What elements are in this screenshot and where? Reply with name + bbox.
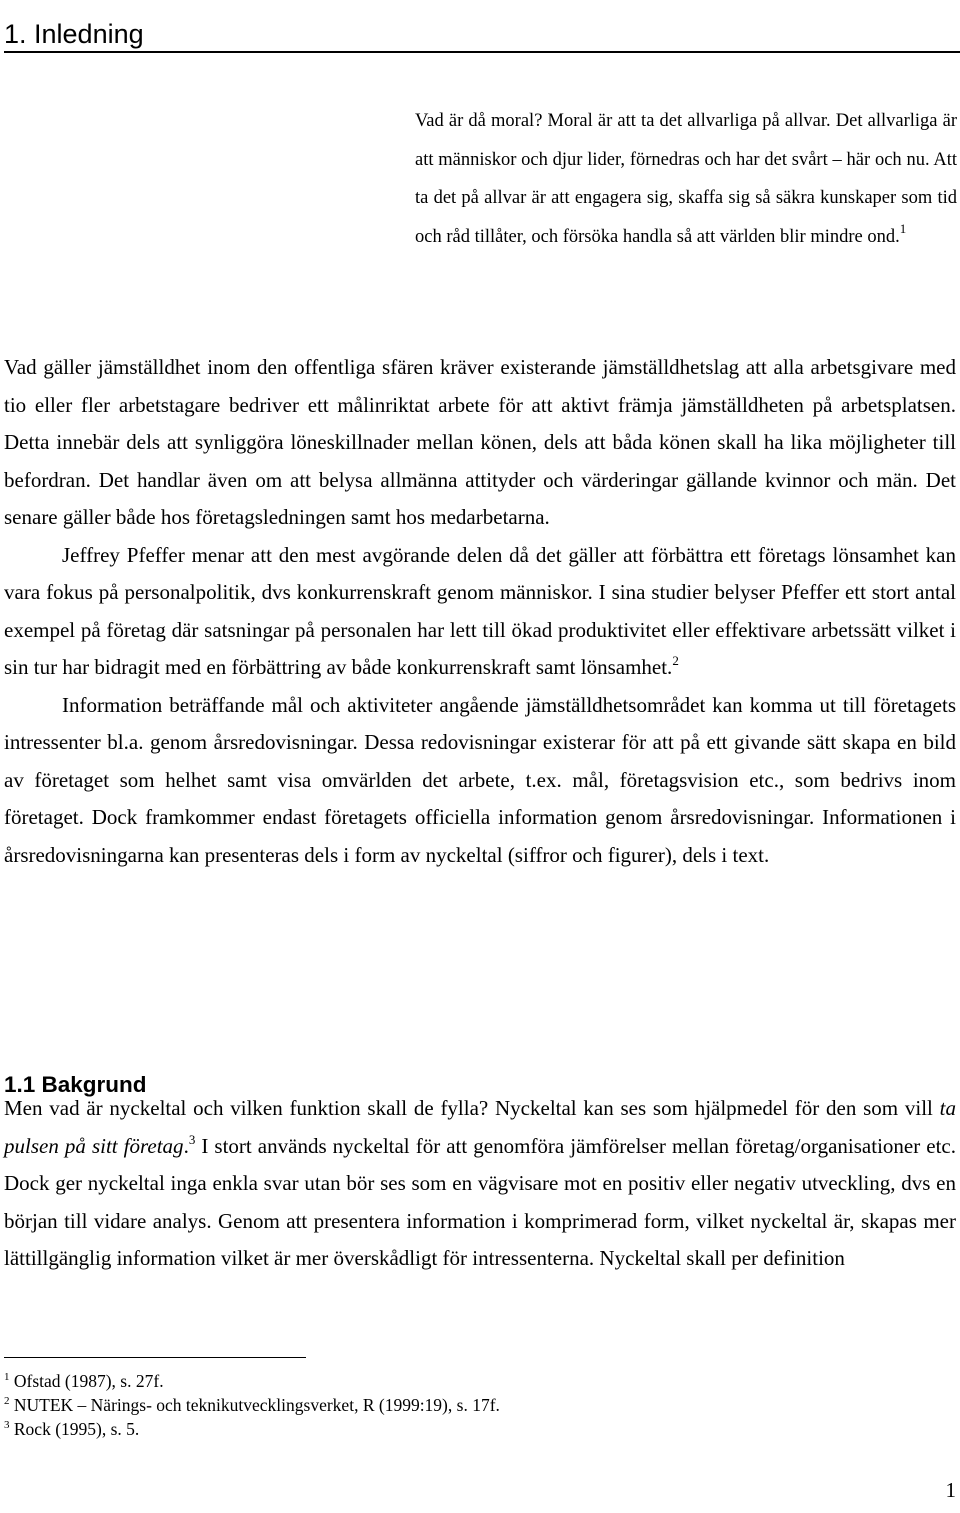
footnote-text: Rock (1995), s. 5. (9, 1419, 140, 1439)
paragraph: Information beträffande mål och aktiviteter angående jämställdhetsområdet kan komma ut till företagets intressenter bl.a. genom årsredovisningar. Dessa redovisningar existerar för att på ett givande sätt skapa en bild av företaget som helhet samt visa omvärlden det arbete, t.ex. mål, företagsvision etc., som bedrivs inom företaget. Dock framkommer endast företagets officiella information genom årsredovisningar. Informationen i årsredovisningarna kan presenteras dels i form av nyckeltal (siffror och figurer), dels i text. (4, 692, 956, 867)
paragraph-text: . (183, 1133, 189, 1158)
body-text (4, 349, 956, 874)
footnote-text: NUTEK – Närings- och teknikutvecklingsverket, R (1999:19), s. 17f. (9, 1395, 500, 1415)
footnote-text: Ofstad (1987), s. 27f. (9, 1371, 164, 1391)
footnote (4, 1417, 904, 1441)
paragraph-text: I stort används nyckeltal för att genomföra jämförelser mellan företag/organisationer etc. Dock ger nyckeltal inga enkla svar utan bör ses som en vägvisare mot en positiv eller negativ utveckling, dvs en början till vidare analys. Genom att presentera information i komprimerad form, vilket nyckeltal är, skapas mer lättillgänglig information vilket är mer överskådligt för intressenterna. Nyckeltal skall per definition (4, 1133, 957, 1270)
footnote-number: 3 (4, 1419, 10, 1431)
emphasis-text: ta pulsen på sitt företag (4, 1096, 956, 1158)
footnote-ref[interactable]: 2 (672, 653, 679, 668)
paragraph (4, 537, 956, 687)
epigraph-quote (415, 102, 957, 256)
footnote-number: 1 (4, 1371, 10, 1383)
footnote-ref[interactable]: 3 (188, 1131, 196, 1147)
footnote (4, 1369, 904, 1393)
paragraph-text: Men vad är nyckeltal och vilken funktion skall de fylla? Nyckeltal kan ses som hjälpmedel för den som vill (4, 1096, 940, 1120)
page-number: 1 (945, 1478, 956, 1502)
footnote-divider (4, 1357, 306, 1358)
paragraph-text: Jeffrey Pfeffer menar att den mest avgörande delen då det gäller att förbättra ett företags lönsamhet kan vara fokus på personalpolitik, dvs konkurrenskraft genom människor. I sina studier belyser Pfeffer ett stort antal exempel på företag där satsningar på personalen har lett till ökad produktivitet eller effektivare arbetssätt vilket i sin tur har bidragit med en förbättring av både konkurrenskraft samt lönsamhet. (4, 542, 956, 679)
footnote (4, 1393, 904, 1417)
footnotes (4, 1369, 904, 1441)
epigraph-text: Vad är då moral? Moral är att ta det allvarliga på allvar. Det allvarliga är att människor och djur lider, förnedras och har det svårt – här och nu. Att ta det på allvar är att engagera sig, skaffa sig så säkra kunskaper som tid och råd tillåter, och försöka handla så att världen blir mindre ond. (415, 111, 957, 247)
paragraph: Vad gäller jämställdhet inom den offentliga sfären kräver existerande jämställdhetslag att alla arbetsgivare med tio eller fler arbetstagare bedriver ett målinriktat arbete för att aktivt främja jämställdheten på arbetsplatsen. Detta innebär dels att synliggöra löneskillnader mellan könen, dels att båda könen skall ha lika möjligheter till befordran. Det handlar även om att belysa allmänna attityder och värderingar gällande kvinnor och män. Det senare gäller både hos företagsledningen samt hos medarbetarna. (4, 355, 956, 529)
chapter-heading: 1. Inledning (4, 18, 960, 53)
section-text (4, 1090, 956, 1278)
section-heading: 1.1 Bakgrund (4, 1071, 147, 1097)
paragraph (4, 1090, 956, 1278)
footnote-number: 2 (4, 1395, 10, 1407)
footnote-ref[interactable]: 1 (899, 220, 907, 236)
